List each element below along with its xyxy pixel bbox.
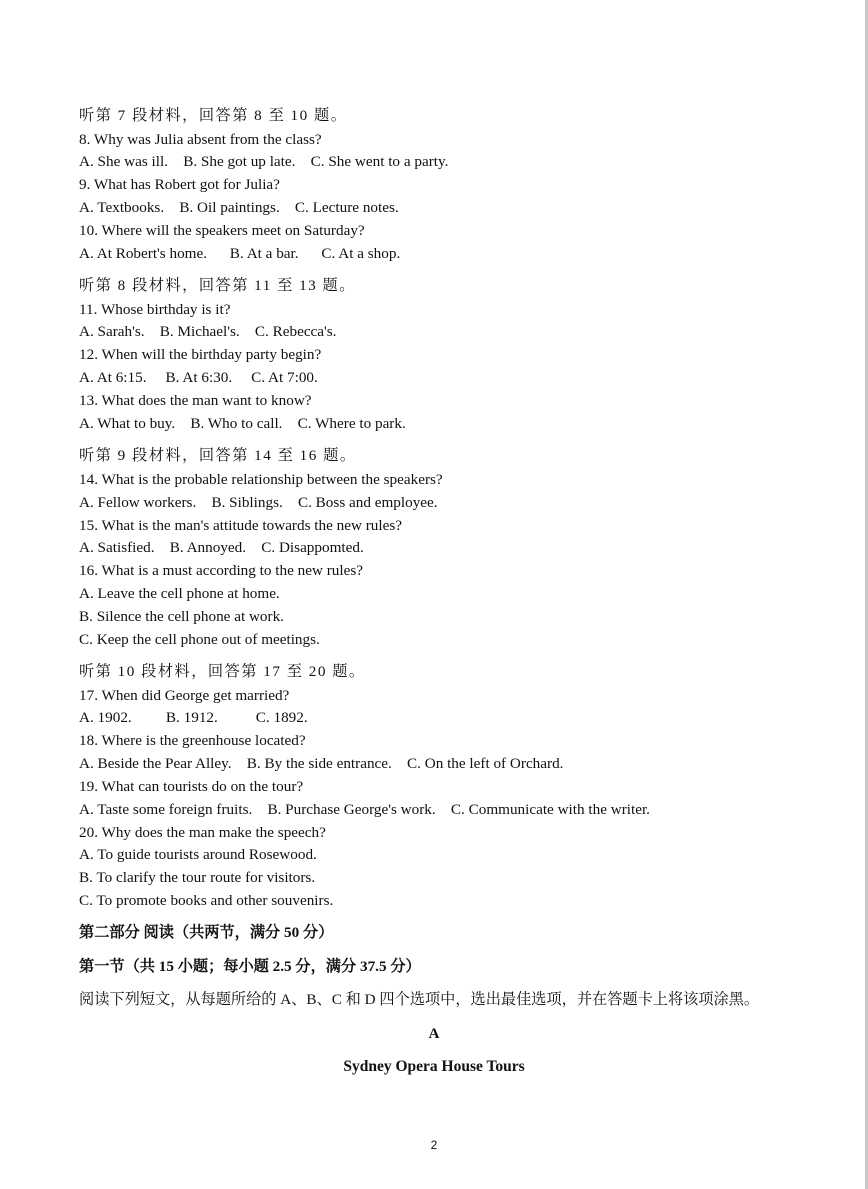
options-8: A. She was ill. B. She got up late. C. She went to a party. [79,153,449,170]
question-18: 18. Where is the greenhouse located? [79,732,306,749]
question-12: 12. When will the birthday party begin? [79,346,322,363]
section-header-10: 听第 10 段材料，回答第 17 至 20 题。 [79,663,366,680]
section-header-7: 听第 7 段材料，回答第 8 至 10 题。 [79,107,348,124]
option-16a: A. Leave the cell phone at home. [79,585,280,602]
section-header-9: 听第 9 段材料，回答第 14 至 16 题。 [79,447,357,464]
passage-title: Sydney Opera House Tours [343,1058,525,1075]
passage-letter: A [428,1025,440,1042]
question-13: 13. What does the man want to know? [79,392,312,409]
options-12: A. At 6:15. B. At 6:30. C. At 7:00. [79,369,318,386]
page-number: 2 [430,1138,438,1152]
options-13: A. What to buy. B. Who to call. C. Where to park. [79,415,406,432]
options-17: A. 1902. B. 1912. C. 1892. [79,709,308,726]
options-9: A. Textbooks. B. Oil paintings. C. Lecture notes. [79,199,399,216]
option-16c: C. Keep the cell phone out of meetings. [79,631,320,648]
options-14: A. Fellow workers. B. Siblings. C. Boss and employee. [79,494,438,511]
options-15: A. Satisfied. B. Annoyed. C. Disappomted. [79,539,364,556]
option-20a: A. To guide tourists around Rosewood. [79,846,317,863]
option-20b: B. To clarify the tour route for visitors. [79,869,316,886]
part2-title: 第二部分 阅读（共两节，满分 50 分） [79,924,334,941]
section-header-8: 听第 8 段材料，回答第 11 至 13 题。 [79,277,356,294]
option-16b: B. Silence the cell phone at work. [79,608,284,625]
option-20c: C. To promote books and other souvenirs. [79,892,334,909]
question-14: 14. What is the probable relationship between the speakers? [79,471,443,488]
question-8: 8. Why was Julia absent from the class? [79,131,322,148]
options-11: A. Sarah's. B. Michael's. C. Rebecca's. [79,323,337,340]
options-18: A. Beside the Pear Alley. B. By the side entrance. C. On the left of Orchard. [79,755,564,772]
question-19: 19. What can tourists do on the tour? [79,778,304,795]
options-19: A. Taste some foreign fruits. B. Purchase George's work. C. Communicate with the writer. [79,801,650,818]
reading-instruction: 阅读下列短文，从每题所给的 A、B、C 和 D 四个选项中，选出最佳选项，并在答题卡上将该项涂黑。 [79,991,760,1008]
question-16: 16. What is a must according to the new rules? [79,562,363,579]
part2-subtitle: 第一节（共 15 小题；每小题 2.5 分，满分 37.5 分） [79,958,421,975]
question-10: 10. Where will the speakers meet on Saturday? [79,222,365,239]
question-20: 20. Why does the man make the speech? [79,824,326,841]
question-9: 9. What has Robert got for Julia? [79,176,280,193]
options-10: A. At Robert's home. B. At a bar. C. At a shop. [79,245,401,262]
question-17: 17. When did George get married? [79,687,290,704]
question-15: 15. What is the man's attitude towards the new rules? [79,517,403,534]
question-11: 11. Whose birthday is it? [79,301,231,318]
